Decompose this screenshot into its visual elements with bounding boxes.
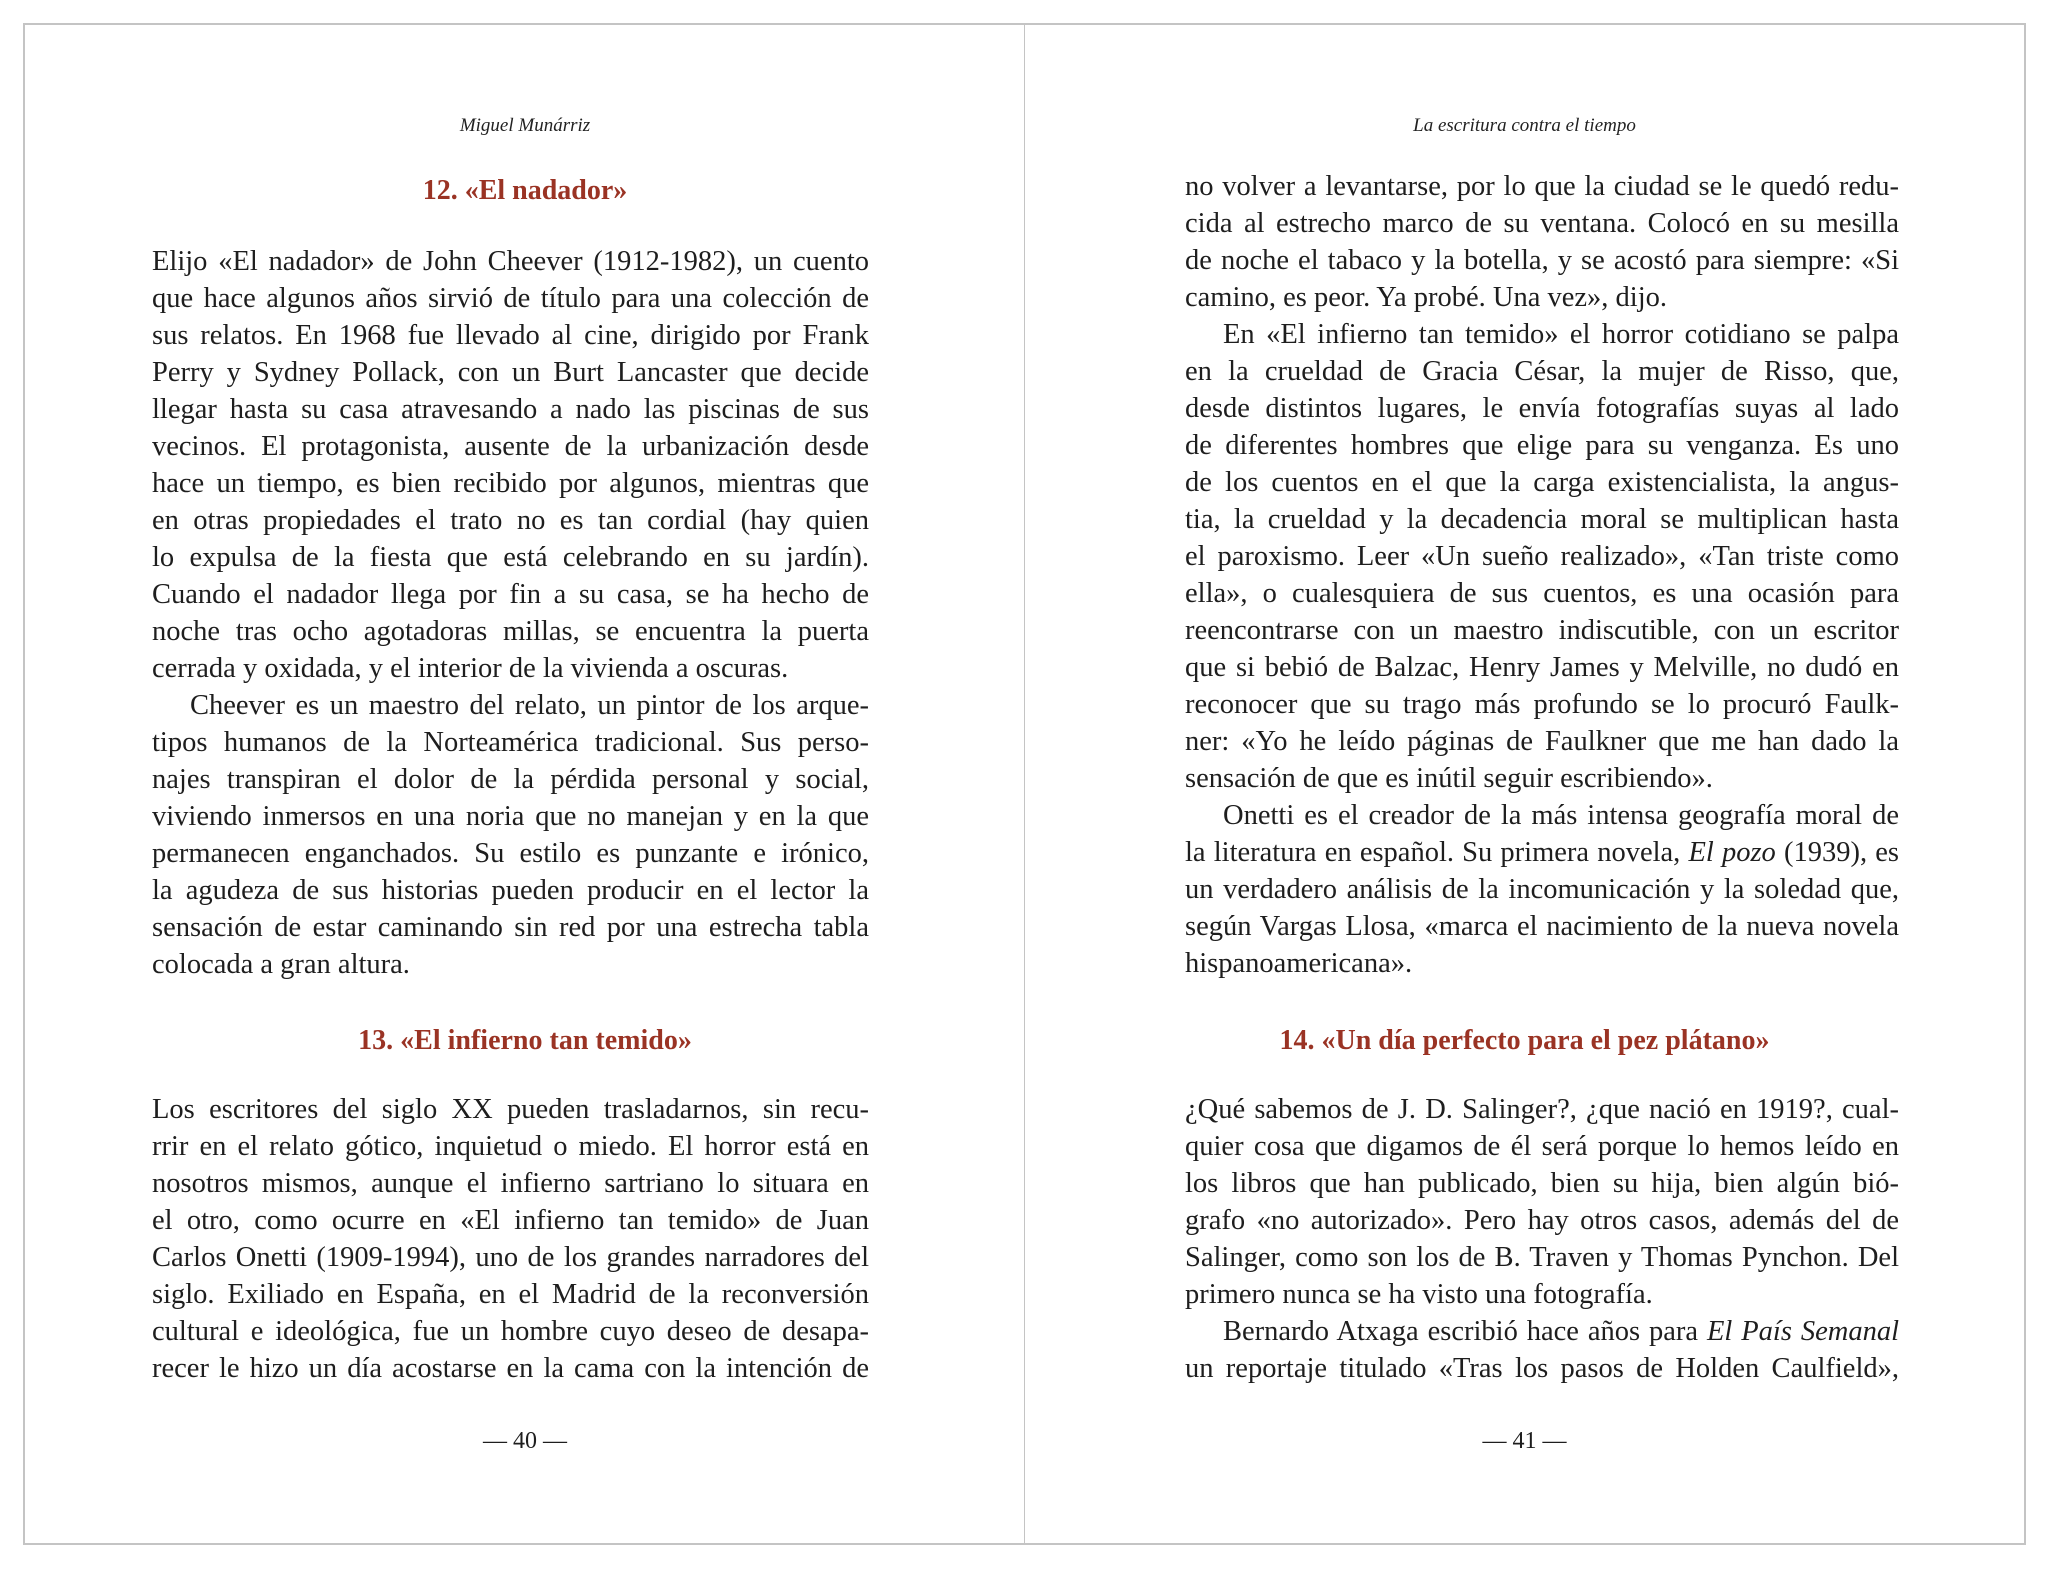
text-segment: la literatura en español. Su primera novela, [1185,837,1689,868]
text-line: permanecen enganchados. Su estilo es punzante e irónico, [152,838,869,869]
section-heading: 13. «El infierno tan temido» [358,1025,692,1056]
section-heading: 14. «Un día perfecto para el pez plátano» [1279,1025,1770,1056]
text-line: Perry y Sydney Pollack, con un Burt Lancaster que decide [152,357,869,388]
text-line: un reportaje titulado «Tras los pasos de Holden Caulfield», [1185,1353,1899,1384]
text-line: de diferentes hombres que elige para su venganza. Es uno [1185,430,1899,461]
text-line: que si bebió de Balzac, Henry James y Melville, no dudó en [1185,652,1899,683]
section-heading: 12. «El nadador» [422,175,628,206]
text-segment: Bernardo Atxaga escribió hace años para [1223,1316,1707,1347]
italic-title: El pozo [1688,837,1776,868]
text-line: llegar hasta su casa atravesando a nado las piscinas de sus [152,394,869,425]
text-line: grafo «no autorizado». Pero hay otros casos, además del de [1185,1205,1899,1236]
italic-title: El País Semanal [1707,1316,1899,1347]
text-line: Onetti es el creador de la más intensa geografía moral de [1223,800,1899,831]
text-line: desde distintos lugares, le envía fotografías suyas al lado [1185,393,1899,424]
text-line: ella», o cualesquiera de sus cuentos, es una ocasión para [1185,578,1899,609]
text-line: recer le hizo un día acostarse en la cama con la intención de [152,1353,869,1384]
text-line: un verdadero análisis de la incomunicación y la soledad que, [1185,874,1899,905]
text-line: En «El infierno tan temido» el horror cotidiano se palpa [1223,319,1899,350]
text-line: el paroxismo. Leer «Un sueño realizado», «Tan triste como [1185,541,1899,572]
text-line: vecinos. El protagonista, ausente de la urbanización desde [152,431,869,462]
page-number: — 40 — [483,1428,567,1454]
text-line: siglo. Exiliado en España, en el Madrid de la reconversión [152,1279,869,1310]
running-head-author: Miguel Munárriz [459,115,591,136]
text-line: hispanoamericana». [1185,948,1413,979]
text-line: en la crueldad de Gracia César, la mujer de Risso, que, [1185,356,1899,387]
text-line: viviendo inmersos en una noria que no manejan y en la que [152,801,869,832]
text-line: nosotros mismos, aunque el infierno sartriano lo situara en [152,1168,869,1199]
text-line: Cheever es un maestro del relato, un pintor de los arque- [190,690,869,721]
text-line: cida al estrecho marco de su ventana. Colocó en su mesilla [1185,208,1899,239]
text-line: colocada a gran altura. [152,949,410,980]
text-line: reconocer que su trago más profundo se lo procuró Faulk- [1185,689,1899,720]
text-line: noche tras ocho agotadoras millas, se encuentra la puerta [152,616,869,647]
text-line: camino, es peor. Ya probé. Una vez», dijo. [1185,282,1668,313]
text-line: Cuando el nadador llega por fin a su casa, se ha hecho de [152,579,869,610]
text-line: reencontrarse con un maestro indiscutible, con un escritor [1185,615,1899,646]
text-line: de los cuentos en el que la carga existencialista, la angus- [1185,467,1899,498]
text-line: quier cosa que digamos de él será porque lo hemos leído en [1185,1131,1899,1162]
text-line: rrir en el relato gótico, inquietud o miedo. El horror está en [152,1131,869,1162]
text-line: sensación de estar caminando sin red por una estrecha tabla [152,912,869,943]
right-page [1024,23,2026,1545]
text-line [1185,834,1899,871]
text-line: los libros que han publicado, bien su hija, bien algún bió- [1185,1168,1899,1199]
left-page [23,23,1026,1545]
text-line: cultural e ideológica, fue un hombre cuyo deseo de desapa- [152,1316,869,1347]
text-line: Carlos Onetti (1909-1994), uno de los grandes narradores del [152,1242,869,1273]
text-line: Elijo «El nadador» de John Cheever (1912-1982), un cuento [152,246,869,277]
text-line: cerrada y oxidada, y el interior de la vivienda a oscuras. [152,653,789,684]
text-line: primero nunca se ha visto una fotografía. [1185,1279,1653,1310]
text-line: Salinger, como son los de B. Traven y Thomas Pynchon. Del [1185,1242,1899,1273]
text-line: najes transpiran el dolor de la pérdida personal y social, [152,764,869,795]
running-head-title: La escritura contra el tiempo [1413,115,1636,136]
text-line: ner: «Yo he leído páginas de Faulkner que me han dado la [1185,726,1899,757]
text-line: en otras propiedades el trato no es tan cordial (hay quien [152,505,869,536]
text-line: Los escritores del siglo XX pueden trasladarnos, sin recu- [152,1094,869,1125]
text-line: según Vargas Llosa, «marca el nacimiento de la nueva novela [1185,911,1899,942]
text-line: el otro, como ocurre en «El infierno tan temido» de Juan [152,1205,869,1236]
text-line: sensación de que es inútil seguir escribiendo». [1185,763,1713,794]
text-line: ¿Qué sabemos de J. D. Salinger?, ¿que nació en 1919?, cual- [1185,1094,1899,1125]
text-line: que hace algunos años sirvió de título para una colección de [152,283,869,314]
text-line: hace un tiempo, es bien recibido por algunos, mientras que [152,468,869,499]
page-number: — 41 — [1482,1428,1567,1454]
text-line: la agudeza de sus historias pueden producir en el lector la [152,875,869,906]
text-line: de noche el tabaco y la botella, y se acostó para siempre: «Si [1185,245,1899,276]
text-line: tia, la crueldad y la decadencia moral se multiplican hasta [1185,504,1899,535]
text-segment: (1939), es [1775,837,1899,868]
text-line: sus relatos. En 1968 fue llevado al cine, dirigido por Frank [152,320,869,351]
text-line: no volver a levantarse, por lo que la ciudad se le quedó redu- [1185,171,1899,202]
text-line: tipos humanos de la Norteamérica tradicional. Sus perso- [152,727,869,758]
text-line: lo expulsa de la fiesta que está celebrando en su jardín). [152,542,869,573]
text-line [1185,1313,1899,1350]
